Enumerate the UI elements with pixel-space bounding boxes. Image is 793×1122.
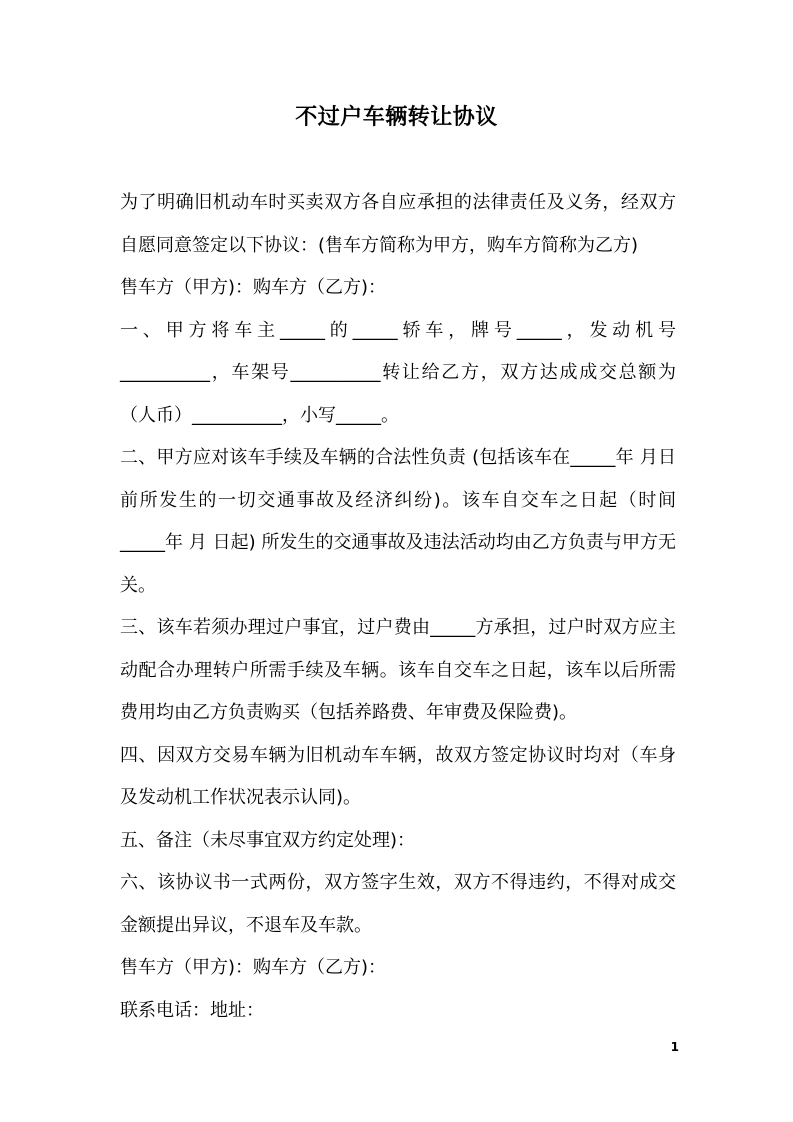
paragraph-clause-4: 四、因双方交易车辆为旧机动车车辆，故双方签定协议时均对（车身及发动机工作状况表示认同)。 xyxy=(120,744,676,808)
page-number: 1 xyxy=(670,1040,679,1054)
paragraph-clause-2: 二、甲方应对该车手续及车辆的合法性负责 (包括该车在_____年 月日前所发生的一切交通事故及经济纠纷)。该车自交车之日起（时间_____年 月 日起) 所发生的交通事故及违法活动均由乙方负责与甲方无关。 xyxy=(120,447,676,596)
paragraph-contact: 联系电话：地址： xyxy=(120,999,264,1021)
paragraph-parties: 售车方（甲方)：购车方（乙方)： xyxy=(120,277,387,298)
paragraph-intro: 为了明确旧机动车时买卖双方各自应承担的法律责任及义务，经双方自愿同意签定以下协议：(售车方简称为甲方，购车方简称为乙方) xyxy=(120,192,676,256)
document-body xyxy=(120,182,676,1032)
paragraph-clause-3: 三、该车若须办理过户事宜，过户费由_____方承担，过户时双方应主动配合办理转户所需手续及车辆。该车自交车之日起，该车以后所需费用均由乙方负责购买（包括养路费、年审费及保险费)。 xyxy=(120,617,676,723)
paragraph-clause-1: 一、甲方将车主_____的_____轿车，牌号_____，发动机号__________，车架号__________转让给乙方，双方达成成交总额为（人币）__________，小写_____。 xyxy=(120,319,676,426)
paragraph-clause-5: 五、备注（未尽事宜双方约定处理)： xyxy=(120,829,416,851)
paragraph-signature-parties: 售车方（甲方)：购车方（乙方)： xyxy=(120,957,387,978)
document-title: 不过户车辆转让协议 xyxy=(295,105,498,130)
paragraph-clause-6: 六、该协议书一式两份，双方签字生效，双方不得违约，不得对成交金额提出异议，不退车及车款。 xyxy=(120,872,676,936)
